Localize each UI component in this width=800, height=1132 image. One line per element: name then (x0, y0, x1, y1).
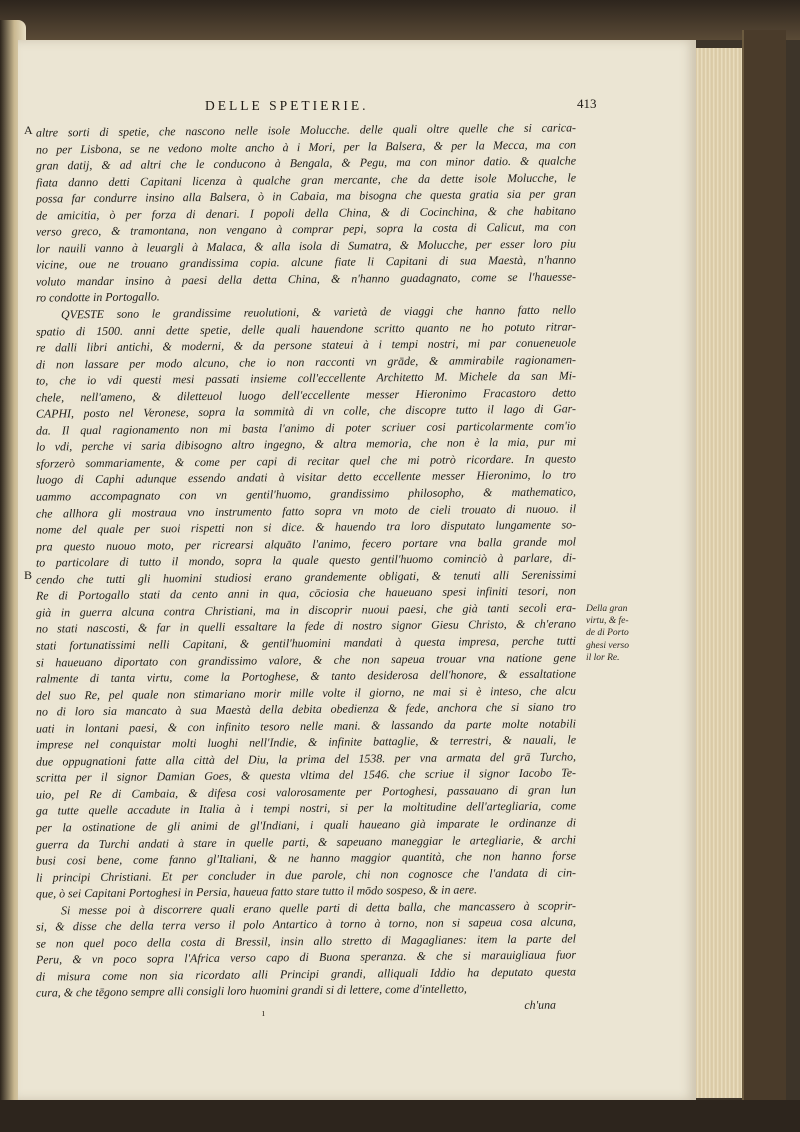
text-line: stati fortunatissimi nelli Capitani, & gentil'huomini mandati à questa impresa, perche tutti (36, 633, 576, 653)
text-line: ro condotte in Portogallo. (36, 289, 160, 306)
text-line: possa far condurre insino alla Balsera, ò in Cabaia, ma bisogna che questa gratia sia per gran (36, 186, 576, 206)
text-line: ralmente di tanta virtu, come la Portoghese, & tanto desiderosa dell'honore, & essaltatione (36, 666, 576, 686)
text-line: cendo che tutti gli huomini studiosi erano grandemente obligati, & tenuti alli Serenissimi (36, 567, 576, 587)
side-note-line: Della gran (586, 604, 628, 614)
text-line: si, & disse che della terra verso il polo Antartico à torno à torno, non si sapeua cosa alcuna, (36, 914, 576, 934)
text-line: uati in lontani paesi, & con infinito tesoro nelle mani. & lassando da parte molte notabili (36, 716, 576, 736)
text-line: vicine, oue ne trouano grandissima copia. alcune fiate li Capitani di sua Maestà, n'hanno (36, 252, 576, 272)
text-line: da. Il qual ragionamento non mi basta l'animo di poter scriuer cosi particolarmente com'io (36, 418, 576, 438)
section-marker-a: A (24, 123, 33, 137)
side-note (586, 603, 658, 664)
text-line: li principi Christiani. Et per concluder in due parole, chi non cognosce che l'andata di cin- (36, 865, 576, 885)
text-line: pra questo nuouo moto, per ricrearsi alquāto l'animo, fecero portare vna balla grande mol (36, 534, 576, 554)
text-line: Si messe poi à discorrere quali erano quelle parti di detta balla, che mancassero à scoprir- (61, 898, 576, 918)
text-line: to, che io vdi questi mesi passati insieme coll'eccellente Architetto M. Michele da san Mi- (36, 368, 576, 388)
book-top-edge (0, 0, 800, 40)
text-line: lo vdi, perche vi saria dibisogno altro ingegno, & altra memoria, che non è la mia, pur mi (36, 434, 576, 454)
text-line: que, ò sei Capitani Portoghesi in Persia, haueua fatto stare tutto il mōdo sospeso, & in aere. (36, 882, 478, 901)
text-line: chele, nell'ameno, & diletteuol luogo dell'eccellente messer Hieronimo Fracastoro detto (36, 385, 576, 405)
text-line: Peru, & vn poco sopra l'Africa verso capo di Buona speranza. & che si marauigliaua fuor (36, 947, 576, 967)
text-line: sforzerò sommariamente, & come per capi di recitar quel che mi potrò ricordare. In questo (36, 451, 576, 471)
text-line: no di loro sia mancato à sua Maestà della debita obedienza & fede, anchora che si siano tro (36, 699, 576, 719)
text-line: voluto mandar insino à paesi della detta China, & n'hanno guadagnato, come se l'hauesse- (36, 269, 576, 289)
text-line: lor nauili vanno à leuargli à Malaca, & alla isola di Sumatra, & Molucche, per esser loro piu (36, 236, 576, 256)
text-line: CAPHI, posto nel Veronese, sopra la sommità di vn colle, che discopre tutto il lago di Gar- (36, 401, 576, 421)
page-header (40, 98, 670, 122)
text-line: che allhora gli mostraua vno instrumento fatto sopra vn moto de cieli trouato di nuouo. il (36, 500, 576, 521)
signature-mark: ı (262, 1008, 265, 1019)
text-line: scritta per il signor Damian Goes, & questa vltima del 1546. che scriue il signor Iacobo Te- (36, 765, 576, 785)
text-line: già in guerra alcuna contra Christiani, ma in discoprir nuoui paesi, che già tanti secoli era- (36, 600, 576, 620)
text-line: imprese nel conquistar molti luoghi nell'Indie, & infinite battaglie, & terrestri, & nauali, le (36, 732, 576, 752)
text-line: spatio di 1500. anni dette spetie, delle quali hauendone scritto quanto ne ho potuto ritrar- (36, 318, 576, 339)
text-line: no per Lisbona, se ne vedono molte ancho à i Mori, per la Balsera, & per la Mecca, ma con (36, 136, 576, 157)
text-line: verso greco, & tramontana, non vengano à comprar pepi, sopra la costa di Calicut, ma con (36, 219, 576, 239)
text-line: di misura come non sia ricordato alli Principi grandi, alliquali Iddio ha deputato questa (36, 964, 576, 984)
text-line: de amicitia, ò per forza di denari. I popoli della China, & di Cocinchina, & che habitano (36, 203, 576, 223)
side-note-line: ghesi verso (586, 640, 630, 651)
text-line: si haueuano diportato con grandissimo valore, & che non sapeua trouar vna natione gene (36, 649, 576, 670)
text-line: ga tutte quelle accadute in Italia à i tempi nostri, si per la moltitudine dell'artegliaria, come (36, 798, 576, 819)
text-line: altre sorti di spetie, che nascono nelle isole Molucche. delle quali oltre quelle che si carica- (36, 120, 576, 140)
book-bottom-edge (0, 1100, 800, 1132)
text-line: busi cosi bene, come fanno gl'Italiani, & ne hanno maggior quantità, che non hanno forse (36, 848, 576, 868)
side-note-line: il lor Re. (586, 652, 620, 663)
book-cover (742, 30, 786, 1115)
text-line: to particolare di tutto il mondo, sopra la quale questo gentil'huomo cominciò à parlare, di- (36, 550, 576, 570)
text-line: nome del quale per suoi rispetti non si dice. & hauendo tra loro disputato lungamente so- (36, 517, 576, 537)
text-line: re dalli libri antichi, & moderni, & da persone stateui à i tempi nostri, mi par conueneuole (36, 335, 576, 355)
text-line: no stati nascosti, & far in quelli essaltare la fede di nostro signor Giesu Christo, & ch'erano (36, 616, 576, 636)
page-stack-edges (690, 48, 742, 1098)
running-head: DELLE SPETIERIE. (205, 98, 369, 113)
text-line: per la ostinatione de gli animi de gl'Indiani, i quali haueano già imparate le ordinanze di (36, 815, 576, 835)
text-line: uammo accompagnato con vn gentil'huomo, grandissimo philosopho, & mathematico, (36, 484, 576, 504)
text-line: guerra da Turchi andati à stare in quelle parti, & sapeuano maneggiar le artegliarie, & archi (36, 831, 576, 852)
side-note-line: de di Porto (586, 628, 629, 639)
text-line: Re di Portogallo stati da cento anni in qua, cōciosia che haueuano spesi infiniti tesori, non (36, 583, 576, 603)
text-line: luogo di Caphi adunque essendo andati à visitar detto eccellente messer Hieronimo, lo tro (36, 467, 576, 488)
text-line: del suo Re, pel quale non stimariano morir mille volte il giorno, ne mai si è inteso, che alcu (36, 683, 576, 703)
text-line: gran datij, & ad altri che le conducono à Bengala, & Pegu, ma con minor datio. & qualche (36, 153, 576, 173)
text-line: se non quel poco della costa di Bressil, insin allo stretto di Magaglianes: item la parte del (36, 931, 576, 951)
catchword: ch'una (524, 997, 556, 1012)
page-number: 413 (577, 96, 597, 111)
text-line: QVESTE sono le grandissime reuolutioni, & varietà de viaggi che hanno fatto nello (61, 302, 576, 322)
text-line: di non lassare per modo alcuno, che io non racconti vn grāde, & ammirabile ragionamen- (36, 352, 576, 372)
text-line: due oppugnationi fatte alla città del Diu, la prima del 1538. per vna armata del grā Turcho, (36, 749, 576, 769)
text-line: cura, & che tēgono sempre alli consigli loro huomini grandi si di lettere, come d'intelletto, (36, 981, 467, 1001)
text-line: uio, pel Re di Cambaia, & difesa cosi valorosamente per Portoghesi, passauano di gran lun (36, 782, 576, 802)
text-line: fiata danno detti Capitani licenza à qualche gran mercante, che da dette isole Molucche, le (36, 170, 576, 190)
side-note-line: virtu, & fe- (586, 616, 629, 627)
body-text (36, 122, 576, 1016)
section-marker-b: B (24, 568, 33, 582)
